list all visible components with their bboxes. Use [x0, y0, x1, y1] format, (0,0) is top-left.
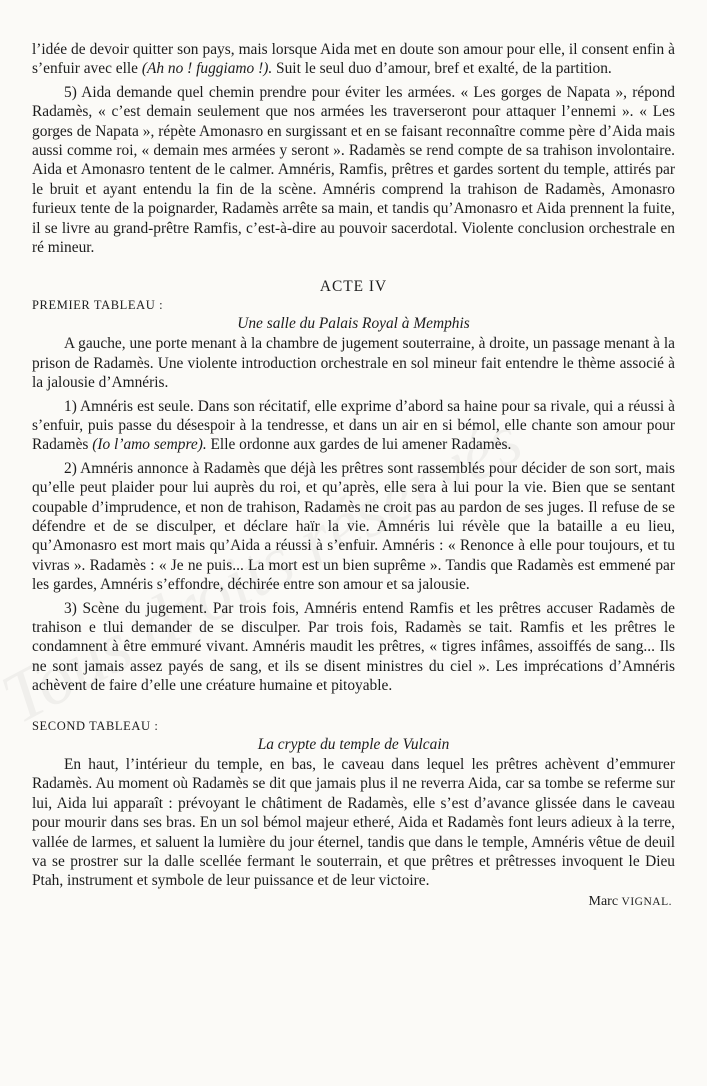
p1-text: 1) Amnéris est seule. Dans son récitatif, elle exprime d’abord sa haine pour sa rivale, qui a réussi à s’enfuir, puis passe du désespoir à la tendresse, et dans un air en si bémol, elle chante son amour pour Radamès — [32, 397, 675, 454]
tableau-1-subtitle: Une salle du Palais Royal à Memphis — [237, 314, 470, 332]
tableau-1-paragraph-1 — [32, 397, 675, 455]
tableau-2-label: SECOND TABLEAU : — [32, 718, 159, 733]
p1-text-end: Elle ordonne aux gardes de lui amener Radamès. — [206, 436, 512, 454]
p1-italic: (Io l’amo sempre). — [92, 436, 207, 454]
tableau-1-intro: A gauche, une porte menant à la chambre de jugement souterraine, à droite, un passage menant à la prison de Radamès. Une violente introduction orchestrale en sol mineur fait entendre le thème associé à la jalousie d’Amnéris. — [32, 335, 675, 392]
document-page — [32, 40, 675, 912]
tableau-1-paragraph-3: 3) Scène du jugement. Par trois fois, Amnéris entend Ramfis et les prêtres accuser Radamès de trahison e tlui demander de se disculper. Par trois fois, Radamès se tait. Ramfis et les prêtres le condamnent à être emmuré vivant. Amnéris maudit les prêtres, « tigres infâmes, assoiffés de sang... Ils ne sont jamais assez payés de sang, et ils se disent ministres du ciel ». Les imprécations d’Amnéris achèvent de faire d’elle une créature humaine et pitoyable. — [32, 599, 675, 695]
signature-first-name: Marc — [588, 893, 622, 909]
intro-paragraph — [32, 40, 675, 79]
tableau-1-paragraph-2: 2) Amnéris annonce à Radamès que déjà les prêtres sont rassemblés pour décider de son sort, mais qu’elle peut plaider pour lui auprès du roi, et qu’après, elle sera à lui pour la vie. Bien que se sentant coupable d’imprudence, et non de trahison, Radamès ne croit pas au pardon de ses juges. Il refuse de se défendre et de se disculper, et déclare haïr la vie. Amnéris lui révèle que la bataille a eu lieu, qu’Amonasro est mort mais qu’Aida a réussi à s’enfuir. Amnéris : « Renonce à elle pour toujours, et tu vivras ». Radamès : « Je ne puis... La mort est un bien suprême ». Tandis que Radamès est emmené par les gardes, Amnéris s’effondre, déchirée entre son amour et sa jalousie. — [32, 459, 675, 594]
act-title: ACTE IV — [319, 278, 388, 296]
signature — [32, 892, 672, 912]
intro-text-end: Suit le seul duo d’amour, bref et exalté, de la partition. — [272, 60, 612, 78]
tableau-1-label: PREMIER TABLEAU : — [32, 297, 164, 312]
tableau-2-subtitle: La crypte du temple de Vulcain — [257, 735, 450, 753]
tableau-2-text: En haut, l’intérieur du temple, en bas, le caveau dans lequel les prêtres achèvent d’emmurer Radamès. Au moment où Radamès se dit que jamais plus il ne reverra Aida, car sa tombe se referme sur lui, Aida lui apparaît : prévoyant le châtiment de Radamès, elle s’est d’avance glissée dans le caveau pour mourir dans ses bras. En un sol bémol majeur etheré, Aida et Radamès font leurs adieux à la terre, vallée de larmes, et saluent la lumière du jour éternel, tandis que dans le temple, Amnéris vêtue de deuil va se prostrer sur la dalle scellée fermant le souterrain, et que prêtres et prêtresses invoquent le Dieu Ptah, instrument et symbole de leur puissance et de leur victoire. — [32, 756, 675, 890]
paragraph-5: 5) Aida demande quel chemin prendre pour éviter les armées. « Les gorges de Napata », répond Radamès, « c’est demain seulement que nos armées les traverseront pour attaquer l’ennemi ». « Les gorges de Napata », répète Amonasro en surgissant et en se faisant reconnaître comme père d’Aida mais aussi comme roi, « demain mes armées y seront ». Radamès se rend compte de sa trahison involontaire. Aida et Amonasro tentent de le calmer. Amnéris, Ramfis, prêtres et gardes sortent du temple, attirés par le bruit et ayant entendu la fin de la scène. Amnéris comprend la trahison de Radamès, Amonasro furieux tente de la poignarder, Radamès arrête sa main, et tandis qu’Amonasro et Aida prennent la fuite, il se livre au grand-prêtre Ramfis, c’est-à-dire au pouvoir sacerdotal. Violente conclusion orchestrale en ré mineur. — [32, 83, 675, 257]
signature-last-name: VIGNAL. — [621, 895, 672, 908]
intro-italic: (Ah no ! fuggiamo !). — [141, 60, 273, 78]
intro-text: l’idée de devoir quitter son pays, mais lorsque Aida met en doute son amour pour elle, il consent enfin à s’enfuir avec elle — [32, 41, 675, 78]
